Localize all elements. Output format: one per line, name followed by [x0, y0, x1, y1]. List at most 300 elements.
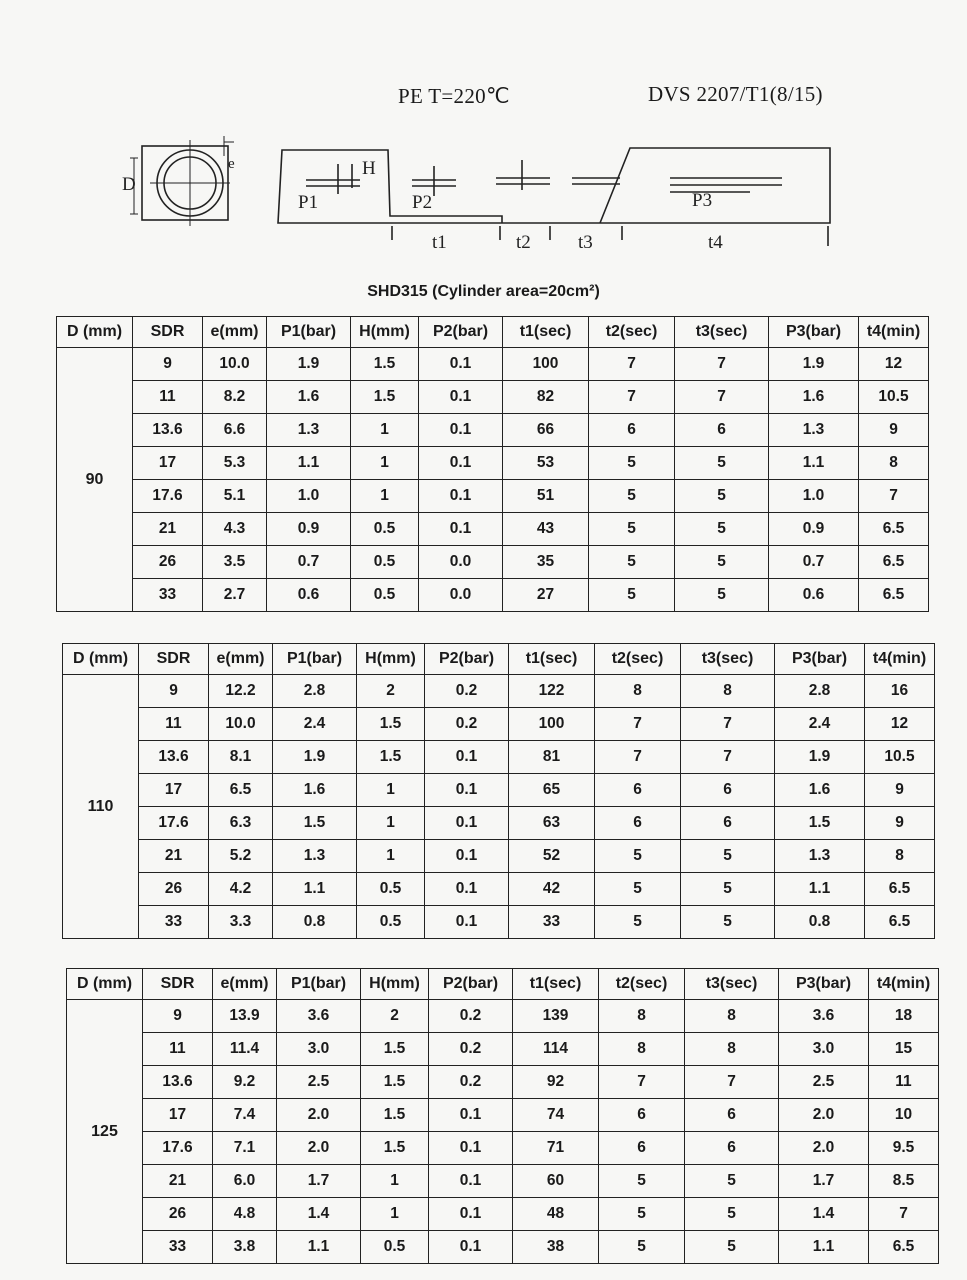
cell-col-p3: 1.6 [769, 381, 859, 414]
diameter-cell: 90 [57, 348, 133, 612]
cell-col-t3: 5 [685, 1165, 779, 1198]
header-col-t3: t3(sec) [681, 644, 775, 675]
header-col-e: e(mm) [213, 969, 277, 1000]
cell-col-h: 1.5 [361, 1099, 429, 1132]
cell-col-e: 5.2 [209, 840, 273, 873]
cell-col-sdr: 21 [139, 840, 209, 873]
cell-col-p3: 1.1 [775, 873, 865, 906]
cell-col-t3: 7 [681, 741, 775, 774]
header-col-p3: P3(bar) [775, 644, 865, 675]
cell-col-p2: 0.0 [419, 546, 503, 579]
cell-col-t4: 6.5 [859, 546, 929, 579]
cell-col-e: 8.2 [203, 381, 267, 414]
cell-col-t4: 6.5 [865, 873, 935, 906]
table-row [67, 1165, 939, 1198]
header-col-t1: t1(sec) [509, 644, 595, 675]
cell-col-h: 1 [351, 480, 419, 513]
cell-col-t2: 5 [589, 546, 675, 579]
cell-col-p2: 0.1 [419, 480, 503, 513]
cell-col-p2: 0.1 [425, 741, 509, 774]
cell-col-t2: 7 [589, 381, 675, 414]
cell-col-p2: 0.1 [425, 840, 509, 873]
cell-col-t3: 5 [675, 480, 769, 513]
cell-col-sdr: 13.6 [133, 414, 203, 447]
cell-col-p2: 0.1 [425, 906, 509, 939]
cell-col-sdr: 11 [133, 381, 203, 414]
cell-col-p3: 1.5 [775, 807, 865, 840]
cell-col-h: 1 [361, 1198, 429, 1231]
cell-col-t3: 6 [685, 1099, 779, 1132]
welding-cycle-diagram [110, 128, 840, 258]
cell-col-p1: 1.3 [267, 414, 351, 447]
cell-col-p1: 2.4 [273, 708, 357, 741]
cell-col-sdr: 17.6 [139, 807, 209, 840]
cell-col-p2: 0.1 [419, 381, 503, 414]
cell-col-h: 1.5 [357, 741, 425, 774]
header-col-p3: P3(bar) [779, 969, 869, 1000]
cell-col-t4: 6.5 [859, 513, 929, 546]
cell-col-sdr: 13.6 [143, 1066, 213, 1099]
cell-col-e: 13.9 [213, 1000, 277, 1033]
cell-col-t3: 6 [681, 774, 775, 807]
cell-col-t2: 6 [599, 1099, 685, 1132]
cell-col-p3: 1.1 [769, 447, 859, 480]
cell-col-t3: 5 [685, 1231, 779, 1264]
cell-col-sdr: 9 [133, 348, 203, 381]
table-row [63, 741, 935, 774]
cell-col-p1: 1.0 [267, 480, 351, 513]
cell-col-p3: 1.1 [779, 1231, 869, 1264]
cell-col-h: 0.5 [357, 906, 425, 939]
table-row [57, 480, 929, 513]
table-row [67, 1033, 939, 1066]
cell-col-p3: 0.9 [769, 513, 859, 546]
cell-col-t1: 33 [509, 906, 595, 939]
cell-col-e: 12.2 [209, 675, 273, 708]
cell-col-p3: 0.7 [769, 546, 859, 579]
cell-col-t2: 6 [595, 774, 681, 807]
cell-col-t3: 7 [685, 1066, 779, 1099]
machine-model-title: SHD315 (Cylinder area=20cm²) [367, 283, 600, 300]
diagram-label-t2: t2 [516, 232, 531, 253]
table-row [57, 381, 929, 414]
header-col-t2: t2(sec) [589, 317, 675, 348]
cell-col-t2: 5 [599, 1165, 685, 1198]
header-col-t2: t2(sec) [595, 644, 681, 675]
cell-col-e: 3.8 [213, 1231, 277, 1264]
cell-col-t1: 53 [503, 447, 589, 480]
cell-col-p3: 1.6 [775, 774, 865, 807]
cell-col-sdr: 21 [143, 1165, 213, 1198]
cell-col-p2: 0.1 [429, 1132, 513, 1165]
cell-col-p2: 0.2 [429, 1066, 513, 1099]
cell-col-t2: 6 [589, 414, 675, 447]
header-col-d: D (mm) [67, 969, 143, 1000]
cell-col-t4: 15 [869, 1033, 939, 1066]
cell-col-p1: 1.1 [267, 447, 351, 480]
cell-col-t4: 11 [869, 1066, 939, 1099]
cell-col-e: 4.8 [213, 1198, 277, 1231]
table-row [57, 513, 929, 546]
cell-col-t1: 48 [513, 1198, 599, 1231]
cell-col-p2: 0.1 [425, 807, 509, 840]
table-row [63, 840, 935, 873]
cell-col-h: 1.5 [351, 381, 419, 414]
cell-col-t2: 5 [599, 1231, 685, 1264]
cell-col-t1: 43 [503, 513, 589, 546]
cell-col-p1: 1.3 [273, 840, 357, 873]
cell-col-p2: 0.2 [429, 1033, 513, 1066]
cell-col-t4: 9.5 [869, 1132, 939, 1165]
cell-col-p3: 1.7 [779, 1165, 869, 1198]
cell-col-sdr: 17 [143, 1099, 213, 1132]
cell-col-e: 7.1 [213, 1132, 277, 1165]
header-col-t4: t4(min) [869, 969, 939, 1000]
cell-col-t4: 10.5 [859, 381, 929, 414]
cell-col-e: 3.3 [209, 906, 273, 939]
header-col-e: e(mm) [203, 317, 267, 348]
header-temperature: PE T=220℃ [398, 84, 510, 108]
cell-col-sdr: 26 [139, 873, 209, 906]
cell-col-p1: 1.1 [273, 873, 357, 906]
cell-col-t3: 5 [675, 513, 769, 546]
cell-col-t4: 10.5 [865, 741, 935, 774]
cell-col-p1: 0.6 [267, 579, 351, 612]
cell-col-t3: 5 [675, 546, 769, 579]
table-row [67, 1099, 939, 1132]
cell-col-t4: 6.5 [869, 1231, 939, 1264]
table-row [63, 675, 935, 708]
cell-col-p2: 0.1 [429, 1099, 513, 1132]
cell-col-h: 1 [357, 840, 425, 873]
header-col-p1: P1(bar) [273, 644, 357, 675]
header-col-sdr: SDR [133, 317, 203, 348]
cell-col-p1: 1.4 [277, 1198, 361, 1231]
cell-col-t2: 5 [595, 840, 681, 873]
cell-col-t3: 6 [685, 1132, 779, 1165]
cell-col-t1: 100 [503, 348, 589, 381]
cell-col-h: 2 [361, 1000, 429, 1033]
diagram-label-t4: t4 [708, 232, 723, 253]
cell-col-e: 3.5 [203, 546, 267, 579]
cell-col-sdr: 17.6 [133, 480, 203, 513]
cell-col-sdr: 17.6 [143, 1132, 213, 1165]
cell-col-t4: 6.5 [865, 906, 935, 939]
cell-col-sdr: 33 [139, 906, 209, 939]
cell-col-t1: 63 [509, 807, 595, 840]
table-row [57, 579, 929, 612]
spec-table-d125 [66, 968, 939, 1264]
header-col-sdr: SDR [139, 644, 209, 675]
cell-col-t1: 65 [509, 774, 595, 807]
cell-col-h: 1 [351, 447, 419, 480]
cell-col-e: 4.3 [203, 513, 267, 546]
diagram-label-h: H [362, 158, 376, 179]
cell-col-p1: 1.6 [267, 381, 351, 414]
cell-col-t2: 5 [589, 513, 675, 546]
cell-col-t3: 8 [685, 1000, 779, 1033]
cell-col-t2: 5 [589, 579, 675, 612]
diagram-label-t3: t3 [578, 232, 593, 253]
cell-col-p1: 1.9 [273, 741, 357, 774]
cell-col-t3: 5 [675, 579, 769, 612]
cell-col-sdr: 26 [143, 1198, 213, 1231]
cell-col-t3: 5 [681, 840, 775, 873]
cell-col-t3: 5 [675, 447, 769, 480]
header-col-h: H(mm) [361, 969, 429, 1000]
header-col-t2: t2(sec) [599, 969, 685, 1000]
cell-col-t3: 8 [685, 1033, 779, 1066]
cell-col-t2: 8 [595, 675, 681, 708]
cell-col-e: 8.1 [209, 741, 273, 774]
diameter-cell: 110 [63, 675, 139, 939]
cell-col-h: 1.5 [361, 1033, 429, 1066]
table-row [67, 1198, 939, 1231]
cell-col-sdr: 26 [133, 546, 203, 579]
cell-col-p1: 3.6 [277, 1000, 361, 1033]
cell-col-p2: 0.1 [419, 348, 503, 381]
cell-col-p2: 0.1 [425, 873, 509, 906]
cell-col-p1: 3.0 [277, 1033, 361, 1066]
cell-col-t2: 5 [589, 480, 675, 513]
header-col-t1: t1(sec) [503, 317, 589, 348]
cell-col-p2: 0.2 [425, 675, 509, 708]
table-row [57, 447, 929, 480]
cell-col-p3: 3.0 [779, 1033, 869, 1066]
cell-col-h: 1.5 [361, 1066, 429, 1099]
cell-col-p2: 0.1 [419, 447, 503, 480]
cell-col-t2: 7 [589, 348, 675, 381]
cell-col-t4: 8.5 [869, 1165, 939, 1198]
cell-col-p2: 0.1 [419, 414, 503, 447]
cell-col-p3: 1.9 [775, 741, 865, 774]
cell-col-t3: 5 [681, 873, 775, 906]
cell-col-t4: 12 [859, 348, 929, 381]
header-col-p1: P1(bar) [277, 969, 361, 1000]
diagram-label-p2: P2 [412, 192, 433, 213]
cell-col-p3: 3.6 [779, 1000, 869, 1033]
cell-col-h: 1 [351, 414, 419, 447]
cell-col-h: 1 [357, 807, 425, 840]
cell-col-t1: 139 [513, 1000, 599, 1033]
cell-col-t4: 6.5 [859, 579, 929, 612]
cell-col-t3: 7 [675, 381, 769, 414]
cell-col-t2: 8 [599, 1033, 685, 1066]
cell-col-t4: 10 [869, 1099, 939, 1132]
cell-col-p3: 2.5 [779, 1066, 869, 1099]
diagram-label-t1: t1 [432, 232, 447, 253]
cell-col-t2: 5 [595, 873, 681, 906]
cell-col-p3: 1.3 [769, 414, 859, 447]
cell-col-t1: 38 [513, 1231, 599, 1264]
table-row [63, 807, 935, 840]
cell-col-h: 0.5 [351, 546, 419, 579]
cell-col-h: 0.5 [357, 873, 425, 906]
cell-col-p1: 2.0 [277, 1099, 361, 1132]
cell-col-p2: 0.2 [425, 708, 509, 741]
cell-col-t4: 7 [859, 480, 929, 513]
cell-col-t4: 16 [865, 675, 935, 708]
cell-col-e: 6.5 [209, 774, 273, 807]
cell-col-t2: 8 [599, 1000, 685, 1033]
cell-col-t1: 71 [513, 1132, 599, 1165]
cell-col-t4: 7 [869, 1198, 939, 1231]
table-row [63, 774, 935, 807]
cell-col-t3: 7 [681, 708, 775, 741]
cell-col-sdr: 11 [143, 1033, 213, 1066]
header-col-h: H(mm) [357, 644, 425, 675]
diameter-cell: 125 [67, 1000, 143, 1264]
cell-col-p2: 0.1 [425, 774, 509, 807]
cell-col-sdr: 17 [133, 447, 203, 480]
table-row [63, 708, 935, 741]
cell-col-t4: 9 [859, 414, 929, 447]
cell-col-p2: 0.1 [429, 1165, 513, 1198]
cell-col-t1: 114 [513, 1033, 599, 1066]
cell-col-p3: 2.0 [779, 1132, 869, 1165]
cell-col-e: 4.2 [209, 873, 273, 906]
table-row [63, 906, 935, 939]
cell-col-t4: 8 [865, 840, 935, 873]
cell-col-t2: 6 [595, 807, 681, 840]
table-row [57, 546, 929, 579]
cell-col-p2: 0.1 [429, 1231, 513, 1264]
cell-col-p2: 0.0 [419, 579, 503, 612]
cell-col-p1: 0.7 [267, 546, 351, 579]
header-col-d: D (mm) [63, 644, 139, 675]
cell-col-t4: 12 [865, 708, 935, 741]
cell-col-t3: 8 [681, 675, 775, 708]
cell-col-e: 10.0 [203, 348, 267, 381]
cell-col-p1: 2.8 [273, 675, 357, 708]
cell-col-sdr: 17 [139, 774, 209, 807]
cell-col-t2: 5 [595, 906, 681, 939]
header-col-t4: t4(min) [859, 317, 929, 348]
cell-col-t1: 51 [503, 480, 589, 513]
header-col-p3: P3(bar) [769, 317, 859, 348]
cell-col-p3: 1.4 [779, 1198, 869, 1231]
header-col-d: D (mm) [57, 317, 133, 348]
cell-col-t2: 5 [599, 1198, 685, 1231]
cell-col-t1: 42 [509, 873, 595, 906]
header-col-t4: t4(min) [865, 644, 935, 675]
cell-col-t1: 82 [503, 381, 589, 414]
pipe-cross-section-icon [130, 136, 234, 226]
cell-col-t1: 27 [503, 579, 589, 612]
cell-col-t2: 7 [595, 741, 681, 774]
cell-col-h: 0.5 [351, 513, 419, 546]
cell-col-t4: 9 [865, 774, 935, 807]
cell-col-h: 1.5 [351, 348, 419, 381]
cell-col-p2: 0.1 [419, 513, 503, 546]
header-col-e: e(mm) [209, 644, 273, 675]
header-col-sdr: SDR [143, 969, 213, 1000]
cell-col-h: 1.5 [361, 1132, 429, 1165]
header-col-p1: P1(bar) [267, 317, 351, 348]
cell-col-t1: 100 [509, 708, 595, 741]
header-col-h: H(mm) [351, 317, 419, 348]
cell-col-e: 5.3 [203, 447, 267, 480]
table-row [63, 873, 935, 906]
cell-col-t2: 7 [595, 708, 681, 741]
cell-col-p1: 1.5 [273, 807, 357, 840]
cell-col-p1: 1.1 [277, 1231, 361, 1264]
diagram-label-d: D [122, 174, 136, 195]
cell-col-t1: 122 [509, 675, 595, 708]
table-row [67, 1132, 939, 1165]
cell-col-sdr: 11 [139, 708, 209, 741]
diagram-label-p3: P3 [692, 190, 713, 211]
cell-col-h: 0.5 [351, 579, 419, 612]
header-col-t1: t1(sec) [513, 969, 599, 1000]
cell-col-h: 1 [357, 774, 425, 807]
cell-col-t3: 5 [681, 906, 775, 939]
cell-col-t4: 18 [869, 1000, 939, 1033]
header-col-t3: t3(sec) [675, 317, 769, 348]
cell-col-t1: 60 [513, 1165, 599, 1198]
cell-col-p3: 2.8 [775, 675, 865, 708]
cell-col-sdr: 33 [133, 579, 203, 612]
cell-col-p1: 2.5 [277, 1066, 361, 1099]
table-row [57, 348, 929, 381]
cell-col-p2: 0.1 [429, 1198, 513, 1231]
cell-col-sdr: 9 [139, 675, 209, 708]
cell-col-e: 6.0 [213, 1165, 277, 1198]
diagram-label-p1: P1 [298, 192, 319, 213]
cell-col-p3: 0.6 [769, 579, 859, 612]
header-col-p2: P2(bar) [429, 969, 513, 1000]
cell-col-e: 10.0 [209, 708, 273, 741]
cell-col-h: 1.5 [357, 708, 425, 741]
cell-col-t3: 6 [675, 414, 769, 447]
cell-col-e: 9.2 [213, 1066, 277, 1099]
cell-col-t1: 35 [503, 546, 589, 579]
cell-col-p3: 0.8 [775, 906, 865, 939]
cell-col-p2: 0.2 [429, 1000, 513, 1033]
cell-col-p3: 1.9 [769, 348, 859, 381]
table-row [67, 1066, 939, 1099]
cell-col-t3: 5 [685, 1198, 779, 1231]
cell-col-t1: 81 [509, 741, 595, 774]
cell-col-p1: 1.9 [267, 348, 351, 381]
header-col-p2: P2(bar) [425, 644, 509, 675]
cell-col-p1: 0.9 [267, 513, 351, 546]
cell-col-p1: 2.0 [277, 1132, 361, 1165]
table-row [67, 1231, 939, 1264]
cell-col-p1: 1.6 [273, 774, 357, 807]
table-row [67, 1000, 939, 1033]
header-col-p2: P2(bar) [419, 317, 503, 348]
cell-col-e: 2.7 [203, 579, 267, 612]
cell-col-t4: 8 [859, 447, 929, 480]
cell-col-h: 2 [357, 675, 425, 708]
spec-table-d90 [56, 316, 929, 612]
header-standard: DVS 2207/T1(8/15) [648, 82, 823, 106]
cell-col-h: 0.5 [361, 1231, 429, 1264]
cell-col-t4: 9 [865, 807, 935, 840]
header-col-t3: t3(sec) [685, 969, 779, 1000]
cell-col-p3: 1.3 [775, 840, 865, 873]
cell-col-p3: 2.0 [779, 1099, 869, 1132]
cell-col-t2: 5 [589, 447, 675, 480]
cell-col-t2: 6 [599, 1132, 685, 1165]
cell-col-t1: 92 [513, 1066, 599, 1099]
diagram-label-e: e [228, 156, 235, 172]
cell-col-t3: 6 [681, 807, 775, 840]
cell-col-sdr: 9 [143, 1000, 213, 1033]
cell-col-e: 6.6 [203, 414, 267, 447]
spec-table-d110 [62, 643, 935, 939]
